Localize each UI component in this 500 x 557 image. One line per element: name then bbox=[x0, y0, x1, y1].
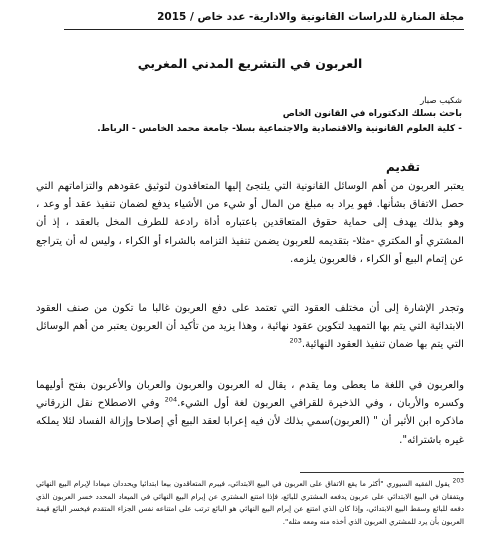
footnote-number: 203 bbox=[452, 477, 464, 485]
author-name: شكيب صبار bbox=[420, 96, 462, 106]
paragraph-text: يعتبر العربون من أهم الوسائل القانونية التي يلتجئ إليها المتعاقدون لتوثيق عقودهم والتزاماتهم التي حصل الاتفاق بشأنها. فهو يراد به مبلغ من المال أو شيء من الأشياء يدفع لضمان تنفيذ عقد أو وعد ، وهو بذلك يهدف إلى حماية حقوق المتعاقدين باعتباره أداة رادعة للطرف المخل بالعقد ، إذ أن المشتري أو المكتري -مثلا- بتقديمه للعربون يضمن تنفيذ التزامه بالشراء أو الكراء ، وليس له أن يتراجع عن إتمام البيع أو الكراء ، فالعربون يلزمه. bbox=[36, 181, 464, 265]
footnote bbox=[36, 478, 464, 528]
section-heading: تقديم bbox=[386, 160, 420, 174]
header-divider bbox=[64, 29, 464, 30]
author-affiliation: - كلية العلوم القانونية والاقتصادية والاجتماعية بسلا- جامعة محمد الخامس - الرباط. bbox=[97, 124, 462, 134]
paragraph-text: وفي الاصطلاح نقل الزرقاني ماذكره ابن الأثير أن " (العربون)سمي بذلك لأن فيه إعرابا لعقد البيع أي إصلاحا وإزالة الفساد لئلا يملكه غيره باشترائه". bbox=[36, 398, 464, 446]
body-paragraph-2 bbox=[36, 300, 464, 355]
footnote-marker[interactable]: 204 bbox=[164, 395, 178, 404]
journal-header: مجلة المنارة للدراسات القانونية والادارية- عدد خاص / 2015 bbox=[157, 11, 464, 23]
footnote-text: يقول الفقيه السيوري "أكثر ما يقع الاتفاق على العربون في البيع الابتدائي، فيبرم المتعاقدون بيعا ابتدائيا ويحددان ميعادا لإبرام البيع النهائي ويتفقان في البيع الابتدائي على عربون يدفعه المشتري للبائع، فإذا امتنع المشتري عن إبرام البيع النهائي في الميعاد المحدد خسر العربون الذي دفعه للبائع وسقط البيع الابتدائي، وإذا كان الذي امتنع عن إبرام البيع النهائي هو البائع ترتب على امتناعه نفس الجزاء المتقدم فيخسر البائع قيمة العربون بأن يرد للمشتري العربون الذي أخذه منه ومعه مثله". bbox=[36, 479, 464, 526]
article-title: العربون في التشريع المدني المغربي bbox=[137, 56, 363, 71]
author-role: باحث بسلك الدكتوراه في القانون الخاص bbox=[282, 109, 462, 119]
paragraph-text: وتجدر الإشارة إلى أن مختلف العقود التي تعتمد على دفع العربون غالبا ما تكون من صنف العقود الابتدائية التي يتم بها التمهيد لتكوين عقود نهائية ، وهذا يزيد من تأكيد أن العربون يعتبر من أهم الوسائل التي يتم بها ضمان تنفيذ العقود النهائية. bbox=[36, 303, 464, 351]
footnote-divider bbox=[300, 472, 464, 473]
body-paragraph-3 bbox=[36, 377, 464, 450]
paragraph-text: والعربون في اللغة ما يعطى وما يقدم ، يقال له العربون والعربون والعربان والأعربون بفتح أوليهما وكسره والأربان ، وفي الذخيرة للقرافي العربون لغة أول الشيء. bbox=[36, 380, 464, 410]
body-paragraph-1 bbox=[36, 178, 464, 269]
footnote-marker[interactable]: 203 bbox=[289, 337, 302, 346]
